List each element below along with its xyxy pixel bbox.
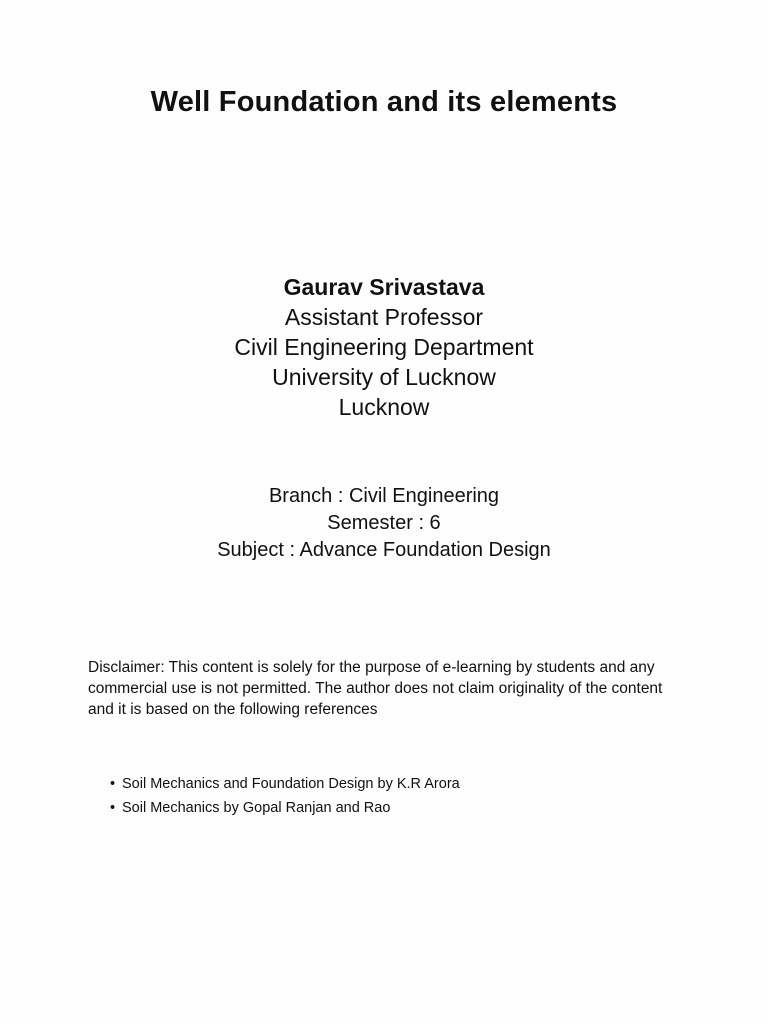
course-info	[0, 483, 768, 564]
reference-item	[110, 772, 670, 796]
reference-text: Soil Mechanics by Gopal Ranjan and Rao	[122, 800, 391, 816]
author-designation: Assistant Professor	[284, 304, 484, 330]
reference-item	[110, 796, 670, 820]
document-title: Well Foundation and its elements	[150, 86, 618, 118]
author-name: Gaurav Srivastava	[283, 274, 485, 300]
disclaimer-text: Disclaimer: This content is solely for the purpose of e-learning by students and any commercial use is not permitted. The author does not claim originality of the content and it is based on the following references	[88, 659, 663, 718]
author-department: Civil Engineering Department	[234, 334, 534, 360]
course-branch: Branch : Civil Engineering	[268, 485, 500, 507]
course-subject: Subject : Advance Foundation Design	[217, 539, 551, 561]
author-block	[0, 272, 768, 422]
reference-text: Soil Mechanics and Foundation Design by K.R Arora	[122, 776, 460, 792]
author-university: University of Lucknow	[272, 364, 496, 390]
bullet-icon: •	[110, 800, 116, 816]
course-semester: Semester : 6	[327, 512, 441, 534]
bullet-icon: •	[110, 776, 116, 792]
reference-list	[110, 772, 670, 820]
author-city: Lucknow	[338, 394, 430, 420]
